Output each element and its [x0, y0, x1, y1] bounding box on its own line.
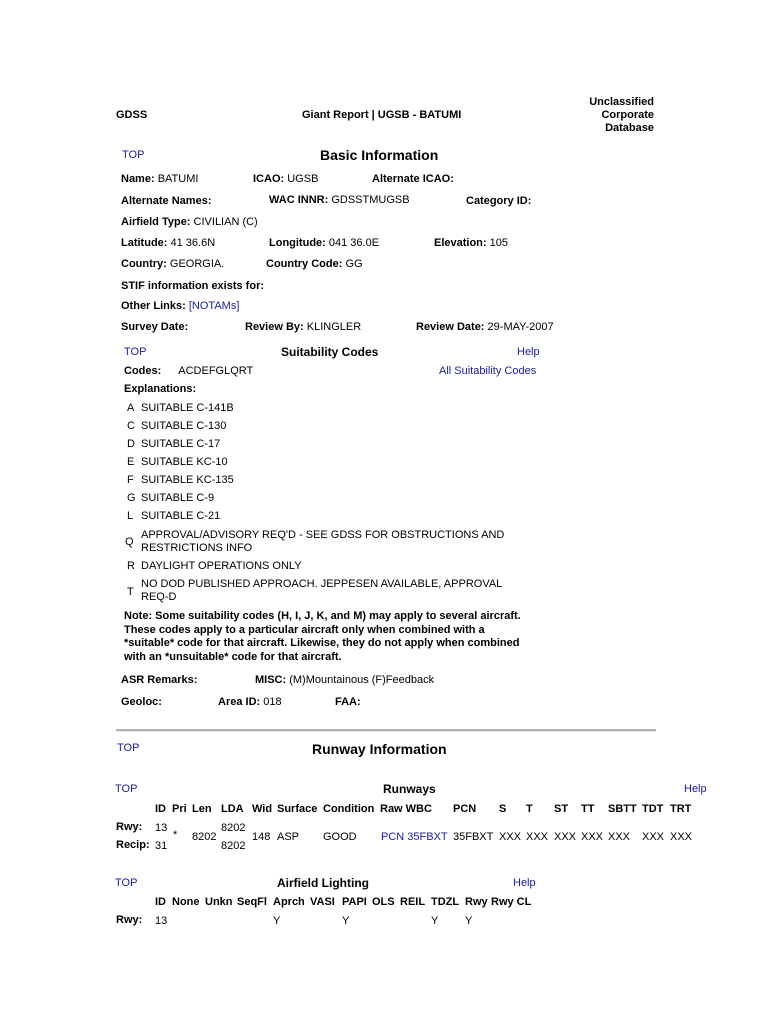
section-divider [116, 729, 656, 732]
column-header: LDA [221, 803, 244, 815]
primary-marker: * [173, 829, 178, 841]
alt-icao-label: Alternate ICAO: [372, 173, 454, 185]
runway-length: 8202 [192, 831, 217, 843]
airfield-type-value: CIVILIAN (C) [193, 216, 258, 228]
codes-value: ACDEFGLQRT [178, 365, 254, 377]
explanation-code: F [127, 474, 134, 486]
explanation-text-line: APPROVAL/ADVISORY REQ'D - SEE GDSS FOR OBSTRUCTIONS AND [141, 529, 505, 541]
all-suitability-codes-link[interactable]: All Suitability Codes [439, 365, 537, 377]
column-header: PAPI [342, 896, 367, 908]
country-row [121, 258, 224, 270]
explanation-text-line: RESTRICTIONS INFO [141, 542, 253, 554]
column-header: ID [155, 803, 166, 815]
runway-trt: XXX [670, 831, 693, 843]
explanation-text: SUITABLE C-130 [141, 420, 227, 432]
explanation-code: T [127, 586, 134, 598]
explanation-code: D [127, 438, 135, 450]
column-header: PCN [453, 803, 477, 815]
column-header: TDT [642, 803, 664, 815]
runway-surface: ASP [277, 831, 300, 843]
review-by-row [245, 321, 361, 333]
explanation-text: SUITABLE C-17 [141, 438, 221, 450]
rwy-label: Rwy: [116, 914, 143, 926]
classification-line-1: Unclassified [589, 96, 654, 108]
column-header: T [526, 803, 533, 815]
explanation-text: DAYLIGHT OPERATIONS ONLY [141, 560, 302, 572]
explanation-text: SUITABLE C-9 [141, 492, 215, 504]
longitude-label: Longitude: [269, 237, 326, 249]
wac-label: WAC INNR: [269, 194, 329, 206]
review-date-row [416, 321, 554, 333]
top-link-suitability[interactable]: TOP [124, 346, 147, 358]
alt-names-label: Alternate Names: [121, 195, 212, 207]
icao-value: UGSB [287, 173, 319, 185]
column-header: Aprch [273, 896, 305, 908]
lda-rwy: 8202 [221, 822, 246, 834]
runway-condition: GOOD [323, 831, 357, 843]
explanation-text: SUITABLE KC-135 [141, 474, 234, 486]
column-header: Surface [277, 803, 318, 815]
column-header: VASI [310, 896, 335, 908]
classification [589, 96, 654, 135]
misc-value: (M)Mountainous (F)Feedback [289, 674, 435, 686]
column-header: TDZL [431, 896, 460, 908]
help-link-suitability[interactable]: Help [517, 346, 540, 358]
recip-id: 31 [155, 840, 168, 852]
column-header: OLS [372, 896, 395, 908]
explanation-text: SUITABLE KC-10 [141, 456, 228, 468]
latitude-value: 41 36.6N [170, 237, 216, 249]
latitude-label: Latitude: [121, 237, 168, 249]
column-header: REIL [400, 896, 426, 908]
rwy-id: 13 [155, 822, 168, 834]
explanations-label: Explanations: [124, 383, 197, 395]
review-by-value: KLINGLER [306, 321, 362, 333]
country-code-row [266, 258, 363, 270]
misc-label: MISC: [255, 674, 287, 686]
elevation-value: 105 [489, 237, 508, 249]
lighting-papi: Y [342, 915, 350, 927]
geoloc-label: Geoloc: [121, 696, 162, 708]
column-header: S [499, 803, 507, 815]
header-title: Giant Report | UGSB - BATUMI [302, 109, 462, 121]
note-line: Note: Some suitability codes (H, I, J, K, and M) may apply to several aircraft. [124, 610, 521, 622]
note-line: These codes apply to a particular aircraft only when combined with a [124, 623, 485, 636]
explanation-text-line: NO DOD PUBLISHED APPROACH. JEPPESEN AVAILABLE, APPROVAL [141, 578, 503, 590]
note-line: *suitable* code for that aircraft. Likewise, they do not apply when combined [124, 637, 520, 649]
lighting-rwy: Y [465, 915, 473, 927]
review-date-value: 29-MAY-2007 [487, 321, 554, 333]
rwy-label: Rwy: [116, 821, 143, 833]
section-title-runways: Runways [383, 782, 436, 796]
longitude-row [269, 237, 379, 249]
raw-wbc-link[interactable]: PCN 35FBXT [381, 831, 448, 843]
wac-value: GDSSTMUGSB [331, 194, 410, 206]
country-code-label: Country Code: [266, 258, 343, 270]
section-title-basic: Basic Information [320, 147, 439, 163]
review-date-label: Review Date: [416, 321, 485, 333]
column-header: ST [554, 803, 569, 815]
name-value: BATUMI [157, 173, 199, 185]
column-header: SeqFl [237, 896, 267, 908]
icao-label: ICAO: [253, 173, 285, 185]
survey-label: Survey Date: [121, 321, 189, 333]
explanation-code: E [127, 456, 135, 468]
airfield-type-label: Airfield Type: [121, 216, 191, 228]
column-header: SBTT [608, 803, 637, 815]
column-header: ID [155, 896, 166, 908]
latitude-row [121, 237, 215, 249]
note-line: with an *unsuitable* code for that aircraft. [124, 650, 342, 663]
airfield-type-row [121, 216, 258, 228]
category-label: Category ID: [466, 195, 532, 207]
column-header: Rwy CL [491, 896, 532, 908]
runway-width: 148 [252, 831, 271, 843]
suitability-note [124, 610, 521, 664]
help-link-lighting[interactable]: Help [513, 877, 536, 889]
codes-row [124, 365, 253, 377]
column-header: None [172, 896, 200, 908]
section-title-lighting: Airfield Lighting [277, 876, 369, 890]
explanation-code: Q [125, 536, 134, 548]
runway-tdt: XXX [642, 831, 665, 843]
lighting-aprch: Y [273, 915, 281, 927]
name-label: Name: [121, 173, 155, 185]
name-row [121, 173, 198, 185]
explanation-text [141, 529, 504, 555]
area-value: 018 [263, 696, 282, 708]
country-value: GEORGIA. [169, 258, 225, 270]
column-header: Condition [323, 803, 375, 815]
explanation-text: SUITABLE C-141B [141, 402, 234, 414]
faa-label: FAA: [335, 696, 361, 708]
help-link-runways[interactable]: Help [684, 783, 707, 795]
explanation-text: SUITABLE C-21 [141, 510, 221, 522]
area-label: Area ID: [218, 696, 261, 708]
icao-row [253, 173, 318, 185]
column-header: TT [581, 803, 595, 815]
explanation-code: R [127, 560, 135, 572]
classification-line-2: Corporate [601, 109, 654, 121]
lighting-tdzl: Y [431, 915, 439, 927]
column-header: Wid [252, 803, 273, 815]
codes-label: Codes: [124, 365, 162, 377]
explanation-text [141, 578, 502, 604]
country-label: Country: [121, 258, 167, 270]
explanation-text-line: REQ-D [141, 591, 177, 603]
explanation-code: A [127, 402, 135, 414]
wac-row [269, 194, 410, 206]
column-header: Raw WBC [380, 803, 432, 815]
column-header: Unkn [205, 896, 233, 908]
asr-remarks-label: ASR Remarks: [121, 674, 198, 686]
elevation-row [434, 237, 508, 249]
explanation-code: G [127, 492, 136, 504]
column-header: Rwy [465, 896, 488, 908]
runway-pcn: 35FBXT [453, 831, 494, 843]
top-link-basic[interactable]: TOP [122, 149, 145, 161]
column-header: Pri [172, 803, 187, 815]
runway-t: XXX [526, 831, 549, 843]
section-title-suitability: Suitability Codes [281, 345, 379, 359]
misc-row [255, 674, 434, 686]
lighting-rwy-id: 13 [155, 915, 168, 927]
column-header: Len [192, 803, 212, 815]
other-links-label: Other Links: [121, 300, 186, 312]
top-link-runway-info[interactable]: TOP [117, 742, 140, 754]
longitude-value: 041 36.0E [328, 237, 380, 249]
top-link-runways[interactable]: TOP [115, 783, 138, 795]
other-links-row [121, 300, 239, 312]
notams-link[interactable]: [NOTAMs] [188, 300, 240, 312]
lda-recip: 8202 [221, 840, 246, 852]
section-title-runway-info: Runway Information [312, 741, 447, 757]
runway-s: XXX [499, 831, 522, 843]
explanation-code: C [127, 420, 135, 432]
country-code-value: GG [345, 258, 363, 270]
elevation-label: Elevation: [434, 237, 487, 249]
runway-st: XXX [554, 831, 577, 843]
header-left: GDSS [116, 109, 148, 121]
top-link-lighting[interactable]: TOP [115, 877, 138, 889]
runway-tt: XXX [581, 831, 604, 843]
area-row [218, 696, 282, 708]
stif-label: STIF information exists for: [121, 280, 265, 292]
recip-label: Recip: [116, 839, 150, 851]
classification-line-3: Database [605, 122, 654, 134]
runway-sbtt: XXX [608, 831, 631, 843]
column-header: TRT [670, 803, 692, 815]
review-by-label: Review By: [245, 321, 304, 333]
explanation-code: L [127, 510, 134, 522]
